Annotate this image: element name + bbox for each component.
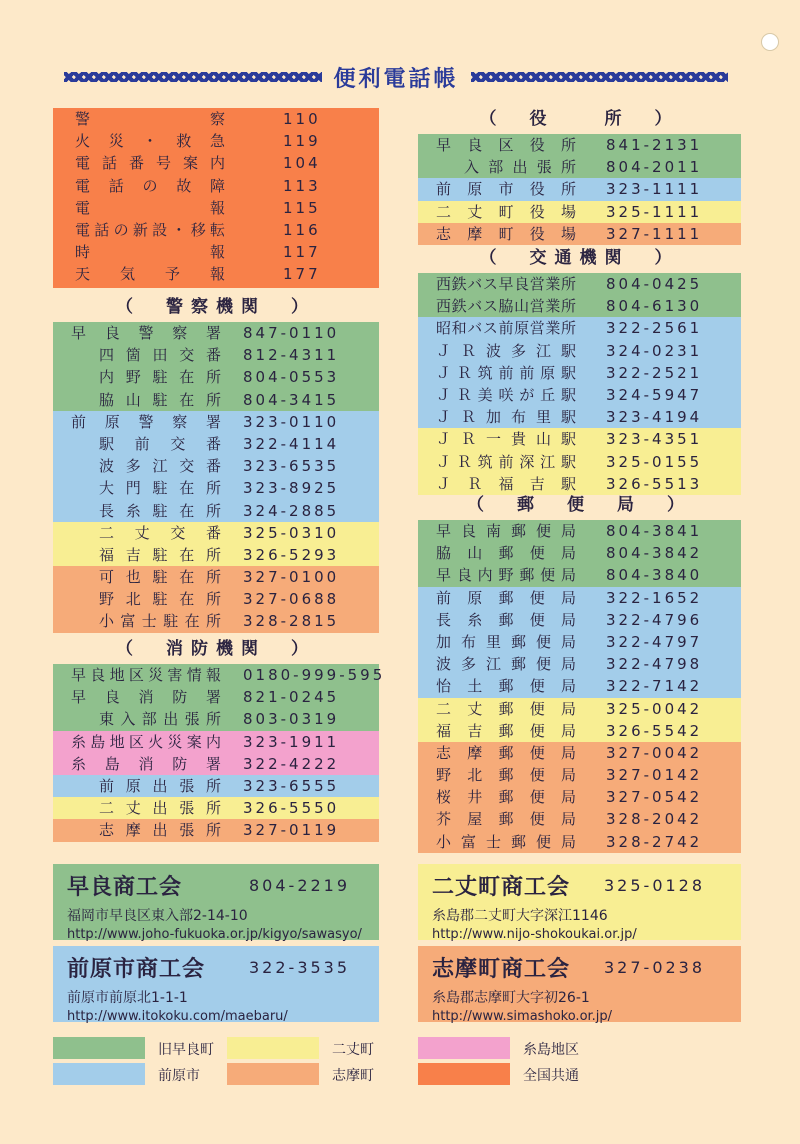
phone-label: 火災・救急 <box>75 132 225 151</box>
phone-label: 前原警察署 <box>71 412 221 431</box>
phone-number[interactable]: 323-1111 <box>606 180 703 199</box>
phone-row <box>53 797 379 819</box>
phone-number[interactable]: 841-2131 <box>606 136 703 154</box>
phone-label: 二丈郵便局 <box>436 699 576 718</box>
phone-label: 志摩町役場 <box>436 224 576 243</box>
phone-label: ＪＲ福吉駅 <box>436 474 576 493</box>
phone-row <box>418 698 741 720</box>
legend-label: 二丈町 <box>332 1042 374 1058</box>
legend-swatch-nijo <box>227 1037 319 1059</box>
phone-number[interactable]: 324-0231 <box>606 341 703 360</box>
legend-label: 前原市 <box>158 1068 200 1084</box>
phone-row <box>53 588 379 610</box>
phone-number[interactable]: 116 <box>283 220 321 239</box>
phone-label: ＪＲ波多江駅 <box>436 341 576 360</box>
phone-label: ＪＲ美咲が丘駅 <box>436 385 576 404</box>
emergency-numbers <box>53 108 379 288</box>
chamber-phone: 322-3535 <box>249 958 351 977</box>
chamber-address: 福岡市早良区東入部2-14-10 <box>67 908 248 924</box>
phone-number[interactable]: 328-2742 <box>606 832 703 851</box>
phone-row <box>53 686 379 708</box>
phone-number[interactable]: 325-0310 <box>243 523 340 542</box>
phone-number[interactable]: 324-5947 <box>606 385 703 404</box>
transport-section <box>418 243 741 495</box>
section-header: （ 交通機関 ） <box>479 248 680 268</box>
phone-number[interactable]: 803-0319 <box>243 710 340 729</box>
phone-number[interactable]: 326-5550 <box>243 799 340 818</box>
legend-label: 旧早良町 <box>158 1042 214 1058</box>
phone-row <box>53 344 379 366</box>
phone-label: 東入部出張所 <box>99 710 221 729</box>
phone-row <box>418 340 741 362</box>
phone-row <box>418 786 741 808</box>
phone-label: 小富士郵便局 <box>436 832 576 851</box>
phone-label: 脇山駐在所 <box>99 390 221 409</box>
chamber-address: 前原市前原北1-1-1 <box>67 990 188 1006</box>
phone-label: 志摩出張所 <box>99 821 221 840</box>
title-bar <box>64 62 728 92</box>
legend-swatch-national <box>418 1063 510 1085</box>
phone-number[interactable]: 177 <box>283 265 321 284</box>
title-ornament-right <box>471 72 729 82</box>
phone-label: 糸島消防署 <box>71 754 221 773</box>
chamber-url[interactable]: http://www.joho-fukuoka.or.jp/kigyo/sawasyo/ <box>67 927 362 942</box>
phone-row <box>418 273 741 295</box>
phone-row <box>418 520 741 542</box>
chamber-phone: 327-0238 <box>604 958 706 977</box>
phone-row <box>418 134 741 156</box>
phone-row <box>53 197 379 219</box>
phone-label: 二丈町役場 <box>436 202 576 221</box>
phone-label: 早良区役所 <box>436 136 576 154</box>
phone-label: 前原市役所 <box>436 180 576 199</box>
phone-row <box>53 731 379 753</box>
phone-label: 早良内野郵便局 <box>436 566 576 585</box>
chamber-url[interactable]: http://www.nijo-shokoukai.or.jp/ <box>432 927 637 942</box>
phone-number[interactable]: 326-5542 <box>606 721 703 740</box>
phone-label: 福吉郵便局 <box>436 721 576 740</box>
phone-number[interactable]: 325-0155 <box>606 452 703 471</box>
phone-number[interactable]: 323-0110 <box>243 412 340 431</box>
phone-label: 電話番号案内 <box>75 154 225 173</box>
page-title: 便利電話帳 <box>333 66 459 92</box>
phone-number[interactable]: 323-4351 <box>606 430 703 449</box>
phone-number[interactable]: 804-0425 <box>606 275 703 293</box>
phone-row <box>53 263 379 285</box>
phone-row <box>418 542 741 564</box>
phone-label: 二丈交番 <box>99 523 221 542</box>
phone-row <box>53 819 379 841</box>
phone-label: 電報 <box>75 198 225 217</box>
phone-label: ＪＲ筑前深江駅 <box>436 452 576 471</box>
phone-number[interactable]: 322-4796 <box>606 610 703 629</box>
phone-row <box>53 566 379 588</box>
phone-number[interactable]: 104 <box>283 154 321 173</box>
phone-number[interactable]: 113 <box>283 176 321 195</box>
phone-number[interactable]: 119 <box>283 132 321 151</box>
phone-number[interactable]: 804-3840 <box>606 566 703 585</box>
phone-label: 波多江交番 <box>99 457 221 476</box>
phone-number[interactable]: 804-0553 <box>243 368 340 387</box>
phone-label: 脇山郵便局 <box>436 544 576 563</box>
phone-label: 二丈出張所 <box>99 799 221 818</box>
phone-row <box>418 451 741 473</box>
phone-number[interactable]: 323-4194 <box>606 408 703 427</box>
phone-number[interactable]: 327-0042 <box>606 743 703 762</box>
section-header: （ 郵 便 局 ） <box>467 495 692 515</box>
phone-row <box>418 428 741 450</box>
police-section <box>53 292 379 633</box>
binder-hole <box>761 33 779 51</box>
phone-label: 西鉄バス脇山営業所 <box>436 297 576 316</box>
post-section <box>418 490 741 853</box>
phone-label: 内野駐在所 <box>99 368 221 387</box>
phone-number[interactable]: 327-0119 <box>243 821 340 840</box>
phone-label: 早良消防署 <box>71 688 221 707</box>
phone-row <box>418 317 741 339</box>
phone-label: 長糸駐在所 <box>99 501 221 520</box>
phone-number[interactable]: 115 <box>283 198 321 217</box>
chamber-phone: 325-0128 <box>604 876 706 895</box>
phone-row <box>418 609 741 631</box>
chamber-nijo <box>418 864 741 940</box>
phone-number[interactable]: 322-4222 <box>243 754 340 773</box>
phone-number[interactable]: 322-4798 <box>606 655 703 674</box>
phone-number[interactable]: 327-0100 <box>243 568 340 587</box>
phone-label: 波多江郵便局 <box>436 655 576 674</box>
legend-swatch-maebaru <box>53 1063 145 1085</box>
phone-row <box>53 411 379 433</box>
phone-row <box>53 389 379 411</box>
phone-row <box>53 175 379 197</box>
phone-label: 桜井郵便局 <box>436 788 576 807</box>
phone-number[interactable]: 327-0688 <box>243 590 340 609</box>
title-ornament-left <box>64 72 322 82</box>
chamber-name: 前原市商工会 <box>67 957 206 982</box>
phone-number[interactable]: 804-2011 <box>606 158 703 177</box>
legend-label: 全国共通 <box>523 1068 579 1084</box>
phone-row <box>53 610 379 632</box>
phone-number[interactable]: 323-6535 <box>243 457 340 476</box>
phone-number[interactable]: 324-2885 <box>243 501 340 520</box>
legend-swatch-itoshima <box>418 1037 510 1059</box>
phone-label: 野北駐在所 <box>99 590 221 609</box>
phone-number[interactable]: 804-3841 <box>606 522 703 540</box>
legend-swatch-shima <box>227 1063 319 1085</box>
phone-number[interactable]: 326-5293 <box>243 545 340 564</box>
phone-row <box>53 544 379 566</box>
phone-row <box>418 223 741 245</box>
phone-row <box>53 219 379 241</box>
office-section <box>418 104 741 245</box>
phone-number[interactable]: 804-3415 <box>243 390 340 409</box>
phone-label: 電話の故障 <box>75 176 225 195</box>
phone-row <box>53 522 379 544</box>
section-header: （ 役 所 ） <box>479 109 680 129</box>
phone-label: 早良南郵便局 <box>436 522 576 540</box>
chamber-url[interactable]: http://www.simashoko.or.jp/ <box>432 1009 613 1024</box>
phone-number[interactable]: 847-0110 <box>243 324 340 342</box>
phone-number[interactable]: 117 <box>283 243 321 262</box>
chamber-address: 糸島郡志摩町大字初26-1 <box>432 990 590 1006</box>
phone-number[interactable]: 322-4797 <box>606 632 703 651</box>
chamber-phone: 804-2219 <box>249 876 351 895</box>
chamber-name: 二丈町商工会 <box>432 875 571 900</box>
phone-number[interactable]: 812-4311 <box>243 346 340 365</box>
phone-number[interactable]: 327-1111 <box>606 224 703 243</box>
chamber-url[interactable]: http://www.itokoku.com/maebaru/ <box>67 1009 288 1024</box>
phone-number[interactable]: 821-0245 <box>243 688 340 707</box>
phone-row <box>53 433 379 455</box>
phone-label: 志摩郵便局 <box>436 743 576 762</box>
phone-number[interactable]: 325-0042 <box>606 699 703 718</box>
phone-label: ＪＲ筑前前原駅 <box>436 363 576 382</box>
phone-row <box>418 201 741 223</box>
phone-label: 昭和バス前原営業所 <box>436 319 576 338</box>
legend-label: 糸島地区 <box>523 1042 579 1058</box>
phone-label: 小富士駐在所 <box>99 612 221 631</box>
phone-label: ＪＲ加布里駅 <box>436 408 576 427</box>
fire-section <box>53 634 386 842</box>
chamber-sawara <box>53 864 379 940</box>
chamber-maebaru <box>53 946 379 1022</box>
phone-label: 時報 <box>75 243 225 262</box>
phone-label: 早良地区災害情報 <box>71 666 221 684</box>
phone-number[interactable]: 804-6130 <box>606 297 703 316</box>
phone-row <box>418 653 741 675</box>
phone-number[interactable]: 322-2521 <box>606 363 703 382</box>
phone-row <box>418 742 741 764</box>
chamber-shima <box>418 946 741 1022</box>
phone-number[interactable]: 323-1911 <box>243 732 340 751</box>
chamber-address: 糸島郡二丈町大字深江1146 <box>432 908 608 924</box>
phone-label: 加布里郵便局 <box>436 632 576 651</box>
phone-row <box>418 156 741 178</box>
phone-label: 怡土郵便局 <box>436 677 576 696</box>
phone-row <box>53 241 379 263</box>
phone-row <box>418 362 741 384</box>
phone-label: 駅前交番 <box>99 434 221 453</box>
phone-label: 四箇田交番 <box>99 346 221 365</box>
phone-row <box>418 587 741 609</box>
phone-number[interactable]: 328-2042 <box>606 810 703 829</box>
phone-row <box>53 108 379 130</box>
phone-number[interactable]: 110 <box>283 110 321 128</box>
phone-number[interactable]: 322-1652 <box>606 588 703 607</box>
phone-row <box>418 295 741 317</box>
phone-label: 糸島地区火災案内 <box>71 732 221 751</box>
phone-label: 西鉄バス早良営業所 <box>436 275 576 293</box>
phone-number[interactable]: 325-1111 <box>606 202 703 221</box>
phone-row <box>53 664 386 686</box>
phone-row <box>418 384 741 406</box>
phone-label: 芥屋郵便局 <box>436 810 576 829</box>
phone-row <box>53 152 379 174</box>
section-header: （ 消防機関 ） <box>116 639 316 659</box>
phone-label: ＪＲ一貴山駅 <box>436 430 576 449</box>
phone-row <box>53 753 379 775</box>
phone-number[interactable]: 0180-999-595 <box>243 666 386 684</box>
phone-label: 天気予報 <box>75 265 225 284</box>
phone-row <box>418 675 741 697</box>
phone-row <box>418 831 741 853</box>
phone-row <box>418 808 741 830</box>
phone-number[interactable]: 328-2815 <box>243 612 340 631</box>
phone-row <box>53 477 379 499</box>
phone-row <box>418 178 741 200</box>
phone-row <box>53 775 379 797</box>
phone-row <box>418 406 741 428</box>
phone-label: 大門駐在所 <box>99 479 221 498</box>
phone-label: 野北郵便局 <box>436 766 576 785</box>
phone-label: 入部出張所 <box>464 158 576 177</box>
phone-label: 福吉駐在所 <box>99 545 221 564</box>
phone-label: 警察 <box>75 110 225 128</box>
legend-swatch-sawara <box>53 1037 145 1059</box>
phone-number[interactable]: 322-4114 <box>243 434 340 453</box>
phone-row <box>53 130 379 152</box>
phone-row <box>53 455 379 477</box>
chamber-name: 志摩町商工会 <box>432 957 571 982</box>
phone-number[interactable]: 322-7142 <box>606 677 703 696</box>
phone-label: 電話の新設・移転 <box>75 220 225 239</box>
phone-row <box>418 720 741 742</box>
phone-row <box>418 564 741 586</box>
phone-number[interactable]: 327-0142 <box>606 766 703 785</box>
phone-number[interactable]: 326-5513 <box>606 474 703 493</box>
phone-number[interactable]: 327-0542 <box>606 788 703 807</box>
chamber-name: 早良商工会 <box>67 875 183 900</box>
phone-label: 前原郵便局 <box>436 588 576 607</box>
phone-number[interactable]: 323-8925 <box>243 479 340 498</box>
phone-label: 可也駐在所 <box>99 568 221 587</box>
phone-row <box>53 708 379 730</box>
phone-row <box>418 764 741 786</box>
phone-row <box>53 500 379 522</box>
phone-row <box>53 366 379 388</box>
phone-label: 前原出張所 <box>99 776 221 795</box>
phone-number[interactable]: 804-3842 <box>606 544 703 563</box>
section-header: （ 警察機関 ） <box>116 297 316 317</box>
phone-label: 早良警察署 <box>71 324 221 342</box>
phone-row <box>53 322 379 344</box>
phone-label: 長糸郵便局 <box>436 610 576 629</box>
phone-row <box>418 631 741 653</box>
phone-number[interactable]: 323-6555 <box>243 776 340 795</box>
phone-number[interactable]: 322-2561 <box>606 319 703 338</box>
legend-label: 志摩町 <box>332 1068 374 1084</box>
